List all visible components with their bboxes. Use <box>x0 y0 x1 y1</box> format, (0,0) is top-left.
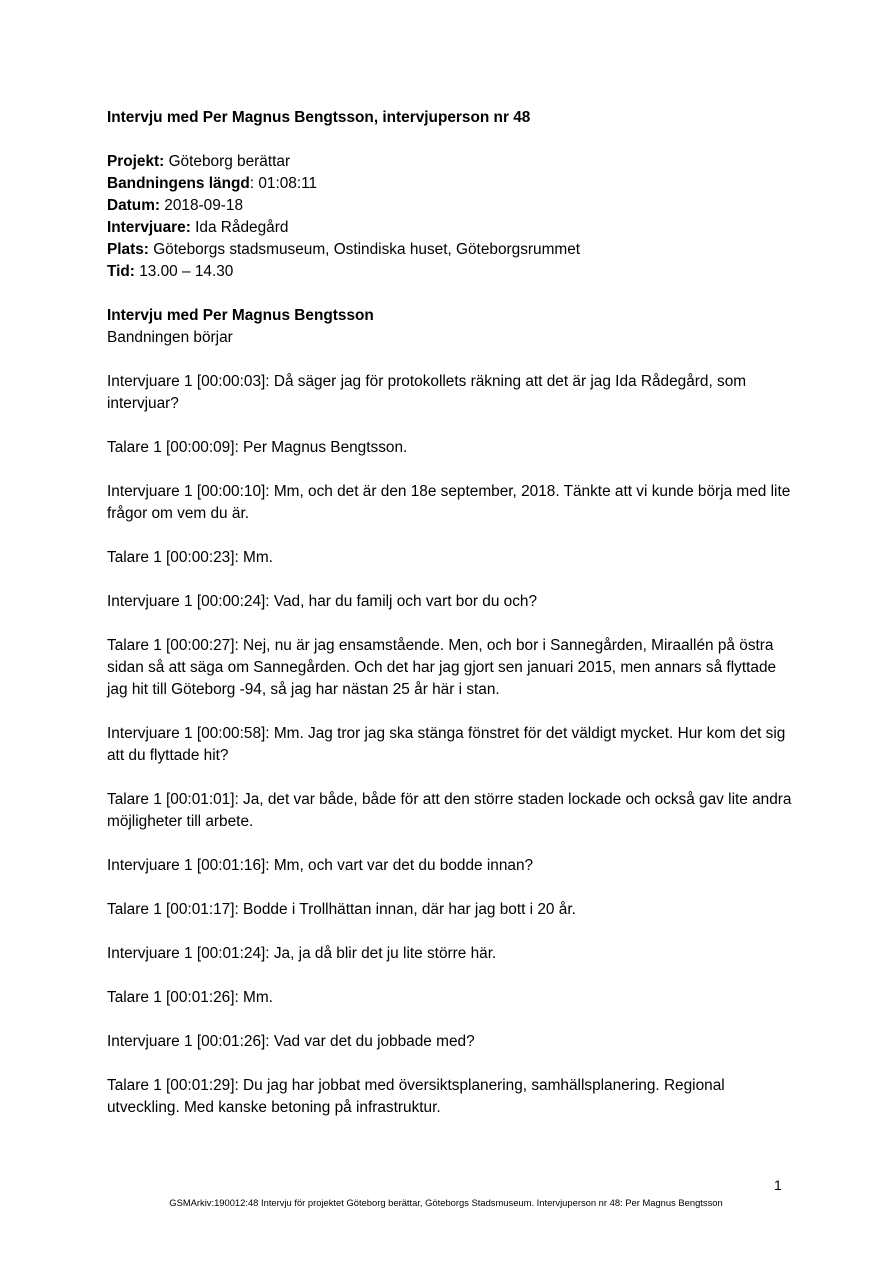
utterance: Intervjuare 1 [00:00:58]: Mm. Jag tror jag ska stänga fönstret för det väldigt mycket. Hur kom det sig att du flyttade hit? <box>107 725 786 764</box>
meta-value: 13.00 – 14.30 <box>134 263 234 280</box>
meta-time <box>107 261 797 283</box>
utterance: Intervjuare 1 [00:01:16]: Mm, och vart var det du bodde innan? <box>107 857 534 874</box>
page-number: 1 <box>774 1177 782 1193</box>
meta-value: : 01:08:11 <box>249 175 318 192</box>
meta-value: Göteborgs stadsmuseum, Ostindiska huset, Göteborgsrummet <box>148 241 581 258</box>
utterance: Talare 1 [00:00:27]: Nej, nu är jag ensamstående. Men, och bor i Sannegården, Miraallén på östra sidan så att säga om Sannegården. Och det har jag gjort sen januari 2015, men annars så flyttade jag hit till Göteborg -94, så jag har nästan 25 år här i stan. <box>107 637 777 698</box>
utterance: Intervjuare 1 [00:01:26]: Vad var det du jobbade med? <box>107 1033 475 1050</box>
utterance: Talare 1 [00:01:29]: Du jag har jobbat med översiktsplanering, samhällsplanering. Regional utveckling. Med kanske betoning på infrastruktur. <box>107 1077 725 1116</box>
utterance: Talare 1 [00:01:26]: Mm. <box>107 989 273 1006</box>
utterance: Talare 1 [00:01:17]: Bodde i Trollhättan innan, där har jag bott i 20 år. <box>107 901 576 918</box>
meta-label: Intervjuare: <box>107 219 191 236</box>
meta-label: Tid: <box>107 263 135 280</box>
meta-value: 2018-09-18 <box>160 197 244 214</box>
section-subtitle: Bandningen börjar <box>107 329 233 346</box>
utterance: Intervjuare 1 [00:00:03]: Då säger jag för protokollets räkning att det är jag Ida Rådegård, som intervjuar? <box>107 373 747 412</box>
meta-label: Datum: <box>107 197 161 214</box>
meta-value: Göteborg berättar <box>164 153 291 170</box>
page-footer: GSMArkiv:190012:48 Intervju för projektet Göteborg berättar, Göteborgs Stadsmuseum. Intervjuperson nr 48: Per Magnus Bengtsson <box>169 1197 723 1208</box>
meta-interviewer <box>107 217 797 239</box>
meta-recording-length <box>107 173 797 195</box>
meta-place <box>107 239 797 261</box>
utterance: Talare 1 [00:00:09]: Per Magnus Bengtsson. <box>107 439 408 456</box>
meta-value: Ida Rådegård <box>190 219 289 236</box>
utterance: Intervjuare 1 [00:00:10]: Mm, och det är den 18e september, 2018. Tänkte att vi kunde börja med lite frågor om vem du är. <box>107 483 791 522</box>
meta-label: Bandningens längd <box>107 175 250 192</box>
meta-label: Plats: <box>107 241 149 258</box>
utterance: Intervjuare 1 [00:01:24]: Ja, ja då blir det ju lite större här. <box>107 945 497 962</box>
utterance: Talare 1 [00:00:23]: Mm. <box>107 549 273 566</box>
meta-project <box>107 151 797 173</box>
document-body <box>107 107 797 1141</box>
meta-label: Projekt: <box>107 153 165 170</box>
document-title: Intervju med Per Magnus Bengtsson, intervjuperson nr 48 <box>107 109 531 126</box>
metadata-block <box>107 151 797 283</box>
utterance: Talare 1 [00:01:01]: Ja, det var både, både för att den större staden lockade och också gav lite andra möjligheter till arbete. <box>107 791 792 830</box>
meta-date <box>107 195 797 217</box>
section-title: Intervju med Per Magnus Bengtsson <box>107 307 374 324</box>
utterance: Intervjuare 1 [00:00:24]: Vad, har du familj och vart bor du och? <box>107 593 538 610</box>
